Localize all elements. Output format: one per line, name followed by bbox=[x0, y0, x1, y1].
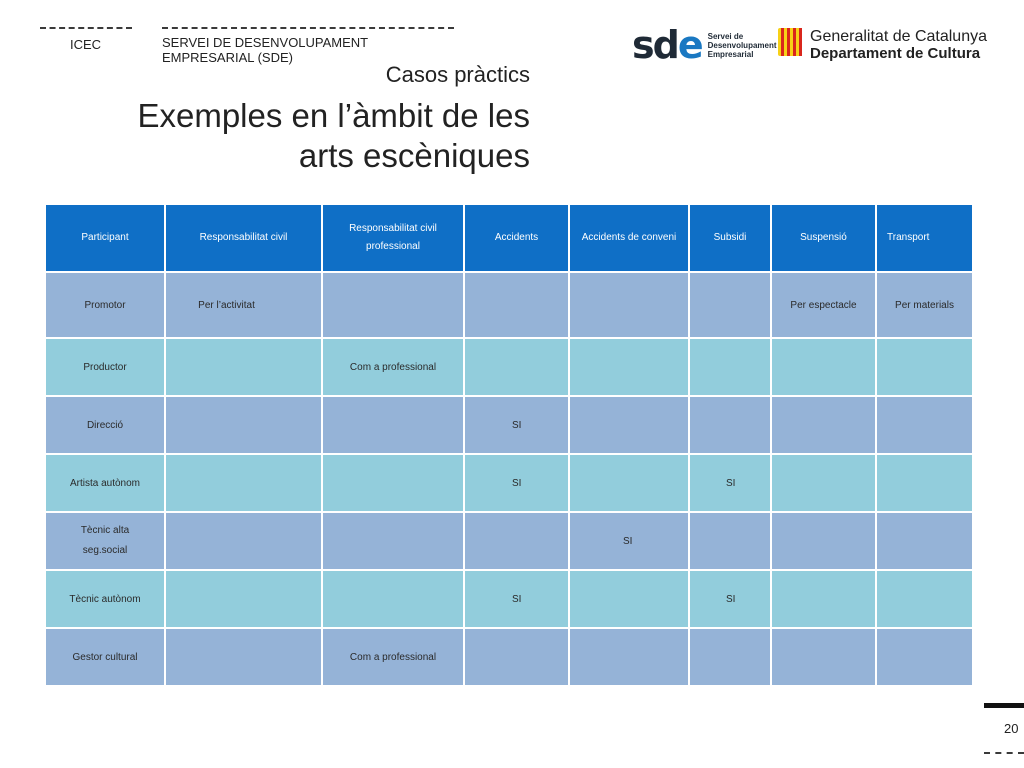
table-cell: SI bbox=[464, 454, 569, 512]
insurance-table bbox=[44, 203, 974, 687]
table-cell bbox=[876, 570, 973, 628]
table-cell bbox=[689, 272, 771, 338]
table-cell bbox=[876, 512, 973, 570]
table-cell bbox=[876, 454, 973, 512]
column-header-transport: Transport bbox=[876, 204, 973, 272]
column-header-civil-liability: Responsabilitat civil bbox=[165, 204, 322, 272]
table-cell bbox=[569, 396, 689, 454]
table-cell bbox=[322, 272, 464, 338]
column-header-professional-liability: Responsabilitat civil professional bbox=[322, 204, 464, 272]
table-cell bbox=[322, 570, 464, 628]
sde-logo-text: Servei de Desenvolupament Empresarial bbox=[707, 31, 777, 59]
table-cell bbox=[689, 338, 771, 396]
column-header-accidents: Accidents bbox=[464, 204, 569, 272]
table-cell bbox=[569, 628, 689, 686]
table-cell bbox=[771, 396, 876, 454]
table-cell bbox=[569, 272, 689, 338]
table-cell bbox=[771, 570, 876, 628]
header-rule-right bbox=[162, 27, 454, 29]
footer-bar bbox=[984, 703, 1024, 708]
table-cell bbox=[569, 338, 689, 396]
table-cell: SI bbox=[689, 454, 771, 512]
table-cell: Per materials bbox=[876, 272, 973, 338]
table-row bbox=[45, 570, 973, 628]
table-row bbox=[45, 272, 973, 338]
table-row bbox=[45, 628, 973, 686]
table-cell: Com a professional bbox=[322, 628, 464, 686]
column-header-subsidy: Subsidi bbox=[689, 204, 771, 272]
table-row bbox=[45, 338, 973, 396]
generalitat-name: Generalitat de Catalunya bbox=[810, 28, 987, 45]
senyera-flag-icon bbox=[778, 28, 802, 56]
table-cell bbox=[464, 628, 569, 686]
table-cell bbox=[876, 396, 973, 454]
participant-cell: Gestor cultural bbox=[45, 628, 165, 686]
org-right-line1: SERVEI DE DESENVOLUPAMENT bbox=[162, 35, 369, 50]
org-left-label: ICEC bbox=[70, 37, 102, 52]
table-cell bbox=[569, 454, 689, 512]
column-header-suspension: Suspensió bbox=[771, 204, 876, 272]
table-cell bbox=[689, 512, 771, 570]
table-cell bbox=[165, 570, 322, 628]
slide-title bbox=[10, 96, 530, 176]
table-cell bbox=[689, 396, 771, 454]
table-cell bbox=[771, 454, 876, 512]
table-cell bbox=[165, 628, 322, 686]
column-header-agreement-accidents: Accidents de conveni bbox=[569, 204, 689, 272]
participant-cell: Artista autònom bbox=[45, 454, 165, 512]
header-rule-left bbox=[40, 27, 132, 29]
table-header-row bbox=[45, 204, 973, 272]
table-cell: Per espectacle bbox=[771, 272, 876, 338]
table-row bbox=[45, 396, 973, 454]
table-cell: Com a professional bbox=[322, 338, 464, 396]
table-cell bbox=[771, 338, 876, 396]
table-cell bbox=[876, 628, 973, 686]
table-cell bbox=[771, 628, 876, 686]
table-cell bbox=[464, 272, 569, 338]
table-cell bbox=[689, 628, 771, 686]
table-cell: SI bbox=[464, 396, 569, 454]
table-cell bbox=[464, 338, 569, 396]
table-cell: Per l’activitat bbox=[165, 272, 322, 338]
table-cell bbox=[165, 454, 322, 512]
table-row bbox=[45, 512, 973, 570]
table-cell bbox=[165, 512, 322, 570]
table-cell bbox=[569, 570, 689, 628]
participant-cell: Tècnic autònom bbox=[45, 570, 165, 628]
table-cell bbox=[464, 512, 569, 570]
table-cell bbox=[876, 338, 973, 396]
table-cell bbox=[165, 396, 322, 454]
slide-title-line2: arts escèniques bbox=[298, 137, 530, 174]
slide-title-line1: Exemples en l’àmbit de les bbox=[137, 97, 530, 134]
footer-rule bbox=[984, 752, 1024, 754]
table-cell bbox=[322, 512, 464, 570]
table-cell: SI bbox=[569, 512, 689, 570]
table-cell bbox=[322, 454, 464, 512]
column-header-participant: Participant bbox=[45, 204, 165, 272]
table-cell: SI bbox=[689, 570, 771, 628]
sde-logo bbox=[632, 25, 777, 65]
table-cell bbox=[322, 396, 464, 454]
table-cell bbox=[771, 512, 876, 570]
participant-cell: Direcció bbox=[45, 396, 165, 454]
slide-subtitle: Casos pràctics bbox=[385, 62, 530, 87]
table-cell bbox=[165, 338, 322, 396]
generalitat-logo bbox=[778, 28, 987, 62]
participant-cell: Productor bbox=[45, 338, 165, 396]
participant-cell: Tècnic alta seg.social bbox=[45, 512, 165, 570]
table-cell: SI bbox=[464, 570, 569, 628]
department-name: Departament de Cultura bbox=[810, 45, 981, 62]
org-right-line2: EMPRESARIAL (SDE) bbox=[162, 50, 293, 65]
sde-logo-mark: sde bbox=[632, 23, 702, 67]
org-right-label bbox=[162, 35, 368, 65]
page-number: 20 bbox=[1004, 721, 1019, 736]
table-row bbox=[45, 454, 973, 512]
participant-cell: Promotor bbox=[45, 272, 165, 338]
